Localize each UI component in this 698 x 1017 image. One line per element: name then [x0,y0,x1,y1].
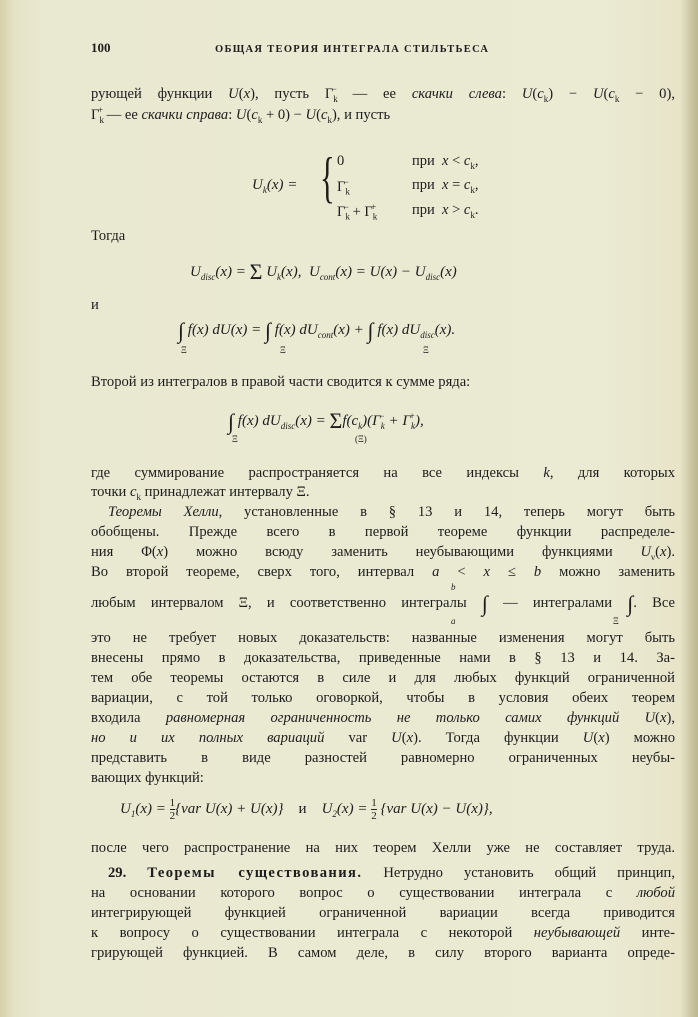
text-line: рующей функции U(x), пусть $\Gamma_k^-$ — ее скачки слева: $U(c_k) - U(c_k - 0)$, [91,84,675,104]
text-line: Второй из интегралов в правой части сводится к сумме ряда: [91,374,471,390]
text-line: интегрирующей функцией ограниченной вариации всегда приводится [91,905,675,921]
text-line: это не требует новых доказательств: названные изменения могут быть [91,630,675,646]
formula-u1-u2: $U_1(x) = 1$ 2 {var U(x) + U(x)} и $U_2(x) = 1$ 2 {var U(x) − U(x)}, [120,797,493,822]
section-title: Теоремы существования. [147,865,363,881]
text-line: любым интервалом Ξ, и соответственно интегралы ∫ — интегралами ∫. Все [91,591,675,616]
text-line: тем обе теоремы остаются в силе и для любых функций ограниченной [91,670,675,686]
text-line: $\Gamma_k^+$ — ее скачки справа: $U(c_k + 0) - U(c_k)$, и пусть [91,105,391,125]
cond-word: при [412,177,435,193]
limit-xi: Ξ [423,345,429,355]
limit-xi: Ξ [280,345,286,355]
limit-b: b [451,582,456,592]
formula-integral-sum: ∫ f(x) $dU_{disc}(x) = \Sigma f(c_k)(\Gamma_k^- + \Gamma_k^+)$, [228,408,424,434]
text-line: на основании которого вопрос о существовании интеграла с любой [91,885,675,901]
text-line: обобщены. Прежде всего в первой теореме функции распределе- [91,524,675,540]
formula-uk-lhs: $U_k(x)$ = [252,177,298,195]
page-number: 100 [91,40,111,55]
text-line: ния Φ(x) можно всюду заменить неубывающими функциями $U_\nu(x)$. [91,544,675,562]
text-line: где суммирование распространяется на все индексы k, для которых [91,465,676,481]
section-heading-line: 29. Теоремы существования. Нетрудно установить общий принцип, [108,865,675,881]
limit-xi: (Ξ) [355,434,367,444]
text-line: представить в виде разностей равномерно ограниченных неубы- [91,750,675,766]
text-line: к вопросу о существовании интеграла с некоторой неубывающей инте- [91,925,675,941]
cond-word: при [412,153,435,169]
cond-word: при [412,202,435,218]
text-line: грирующей функцией. В самом деле, в силу второго варианта опреде- [91,945,675,961]
case-row: $\Gamma_k^-$ [337,177,350,197]
formula-integral-split: ∫ f(x) dU(x) = ∫ f(x) $dU_{cont}(x)$ + ∫ f(x) $dU_{disc}(x)$. [178,318,456,343]
limit-a: a [451,616,456,626]
text-line: Тогда [91,228,126,244]
section-number: 29. [108,865,127,881]
text-line: Во второй теореме, сверх того, интервал a < x ≤ b можно заменить [91,564,676,580]
case-condition: при $x > c_k$. [412,202,479,220]
text-line: внесены прямо в доказательства, приведенные нами в § 13 и 14. За- [91,650,675,666]
text-line: точки $c_k$ принадлежат интервалу Ξ. [91,484,310,502]
text-line: входила равномерная ограниченность не только самих функций U(x), [91,710,675,726]
case-condition: при $x = c_k$, [412,177,479,195]
case-condition: при $x < c_k$, [412,153,479,171]
text-line: но и их полных вариаций var U(x). Тогда функции U(x) можно [91,730,675,746]
text-line: после чего распространение на них теорем Хелли уже не составляет труда. [91,840,675,856]
case-row: 0 [337,153,345,169]
case-row: $\Gamma_k^- + \Gamma_k^+$ [337,202,378,222]
left-brace-icon: { [320,147,335,209]
text-line: Теоремы Хелли, установленные в § 13 и 14, теперь могут быть [108,504,675,520]
limit-xi: Ξ [232,434,238,444]
running-title: ОБЩАЯ ТЕОРИЯ ИНТЕГРАЛА СТИЛЬТЬЕСА [215,44,490,55]
text-line: вариации, с той только оговоркой, чтобы в условия обеих теорем [91,690,675,706]
formula-udisc: $U_{disc}(x) = \Sigma$ $U_k(x)$, $U_{cont}(x) = U(x) - U_{disc}(x)$ [190,259,457,284]
limit-xi: Ξ [613,616,619,626]
limit-xi: Ξ [181,345,187,355]
text-line: вающих функций: [91,770,204,786]
text-line: и [91,297,99,313]
